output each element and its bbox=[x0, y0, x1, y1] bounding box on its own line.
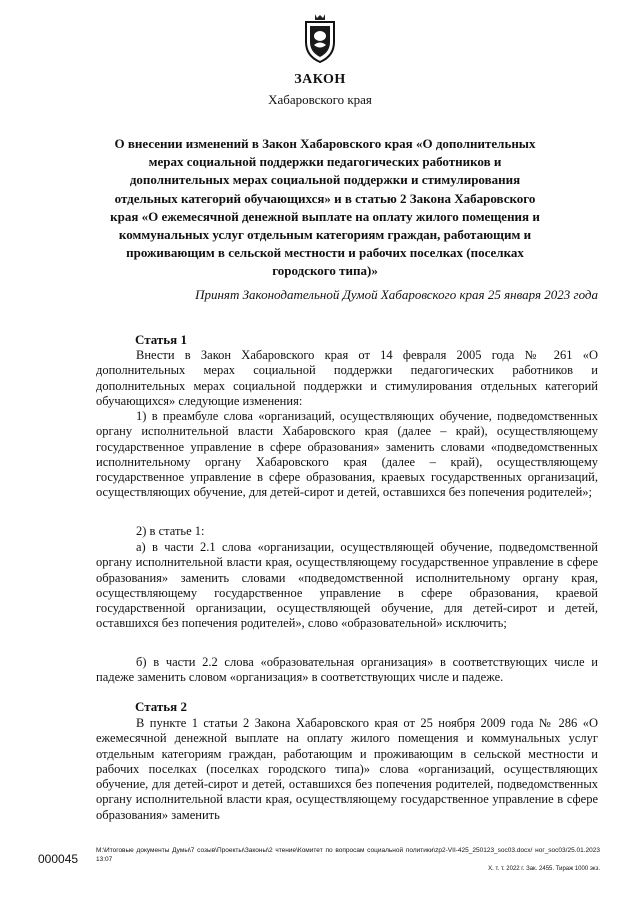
law-heading: О внесении изменений в Закон Хабаровского края «О дополнительных мерах социальной поддержки педагогических работников и дополнительных мерах социальной поддержки и стимулирования отдельных категорий обучающихся» и в статью 2 Закона Хабаровского края «О ежемесячной денежной выплате на оплату жилого помещения и коммунальных услуг отдельным категориям граждан, работающим и проживающим в сельской местности и рабочих поселках (поселках городского типа)» bbox=[110, 136, 540, 279]
coat-of-arms-emblem bbox=[302, 12, 338, 64]
article-1-item-2a: а) в части 2.1 слова «организации, осуществляющей обучение, подведомственной органу исполнительной власти края, осуществляющему государственное управление в сфере образования» заменить словами «подведомственной исполнительному органу края, осуществляющему государственное управление в сфере образования, краевой государственной организации, осуществляющей обучение, для детей-сирот и детей, оставшихся без попечения родителей», слово «образовательной» исключить; bbox=[96, 540, 598, 631]
article-2-text: В пункте 1 статьи 2 Закона Хабаровского края от 25 ноября 2009 года № 286 «О ежемесячной денежной выплате на оплату жилого помещения и коммунальных услуг отдельным категориям граждан, работающим и проживающим в сельской местности и рабочих поселках (поселках городского типа)» слова «организаций, осуществляющих обучение, для детей-сирот и детей, оставшихся без попечения родителей, подведомственных органу исполнительной власти края, осуществляющему государственное управление в сфере образования» заменить bbox=[96, 716, 598, 822]
article-1-intro: Внести в Закон Хабаровского края от 14 февраля 2005 года № 261 «О дополнительных мерах социальной поддержки педагогических работников и дополнительных мерах социальной поддержки и стимулирования отдельных категорий обучающихся» следующие изменения: bbox=[96, 348, 598, 408]
document-code: 000045 bbox=[38, 852, 79, 866]
file-path: M:\Итоговые документы Думы\7 созыв\Проекты\Законы\2 чтение\Комитет по вопросам социальной политики\zp2-VII-425_250123_soc03.docx/ ног_soc03/25.01.2023 13:07 bbox=[96, 847, 600, 863]
article-1-title: Статья 1 bbox=[135, 332, 187, 347]
document-title: ЗАКОН bbox=[294, 72, 346, 87]
adoption-note: Принят Законодательной Думой Хабаровского края 25 января 2023 года bbox=[195, 287, 598, 302]
article-1-item-2b: б) в части 2.2 слова «образовательная организация» в соответствующих числе и падеже заменить словом «организация» в соответствующих числе и падеже. bbox=[96, 655, 598, 685]
document-region: Хабаровского края bbox=[268, 92, 372, 107]
print-info: Х. т. т. 2022 г. Зак. 2455. Тираж 1000 экз. bbox=[488, 866, 600, 872]
article-1-item-1: 1) в преамбуле слова «организаций, осуществляющих обучение, подведомственных органу исполнительной власти Хабаровского края (далее – край), осуществляющему государственное управление в сфере образования» заменить словами «подведомственных исполнительному органу Хабаровского края (далее – край), осуществляющему государственное управление в сфере образования, краевых государственных организаций, осуществляющих обучение, для детей-сирот и детей, оставшихся без попечения родителей»; bbox=[96, 409, 598, 500]
article-2-title: Статья 2 bbox=[135, 699, 187, 714]
article-1-item-2: 2) в статье 1: bbox=[136, 524, 205, 538]
